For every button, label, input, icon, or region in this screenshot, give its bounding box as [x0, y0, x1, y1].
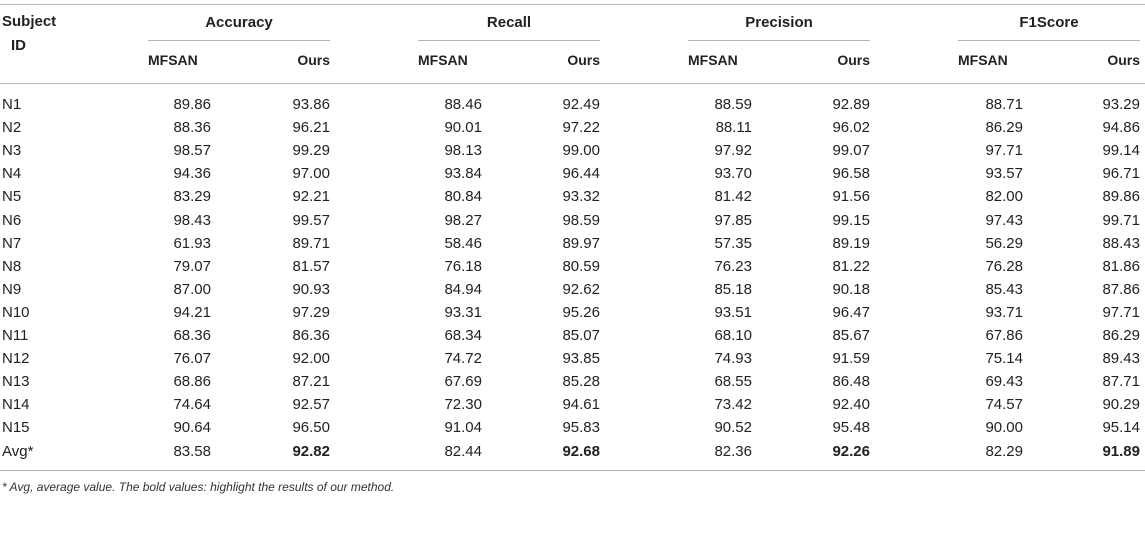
cell-ours: 96.44 — [562, 165, 600, 182]
cell-ours: 86.48 — [832, 373, 870, 390]
cell-ours: 89.97 — [562, 235, 600, 252]
cell-mfsan: 61.93 — [173, 235, 211, 252]
subheader-ours-1: Ours — [297, 52, 330, 68]
cell-mfsan: 87.00 — [173, 281, 211, 298]
cell-mfsan: 98.43 — [173, 212, 211, 229]
cell-mfsan: 93.71 — [985, 304, 1023, 321]
cell-mfsan: 98.13 — [444, 142, 482, 159]
cell-ours: 99.15 — [832, 212, 870, 229]
cell-ours: 91.56 — [832, 188, 870, 205]
cell-mfsan: 76.28 — [985, 258, 1023, 275]
row-id: N14 — [2, 396, 30, 413]
cell-mfsan: 97.43 — [985, 212, 1023, 229]
cell-ours: 92.26 — [832, 443, 870, 460]
cell-ours: 96.71 — [1102, 165, 1140, 182]
cell-ours: 88.43 — [1102, 235, 1140, 252]
cell-ours: 91.89 — [1102, 443, 1140, 460]
cell-ours: 99.07 — [832, 142, 870, 159]
cell-mfsan: 90.64 — [173, 419, 211, 436]
cell-ours: 92.68 — [562, 443, 600, 460]
cell-ours: 90.29 — [1102, 396, 1140, 413]
cell-ours: 99.00 — [562, 142, 600, 159]
cell-mfsan: 67.69 — [444, 373, 482, 390]
cell-mfsan: 74.57 — [985, 396, 1023, 413]
cell-ours: 92.57 — [292, 396, 330, 413]
cell-mfsan: 93.84 — [444, 165, 482, 182]
cell-ours: 92.89 — [832, 96, 870, 113]
cell-ours: 89.86 — [1102, 188, 1140, 205]
cell-ours: 95.83 — [562, 419, 600, 436]
cell-mfsan: 68.10 — [714, 327, 752, 344]
cell-mfsan: 88.59 — [714, 96, 752, 113]
cell-ours: 85.07 — [562, 327, 600, 344]
cell-mfsan: 56.29 — [985, 235, 1023, 252]
subject-header-line2: ID — [11, 37, 26, 54]
cell-ours: 87.71 — [1102, 373, 1140, 390]
cell-mfsan: 81.42 — [714, 188, 752, 205]
cell-ours: 92.82 — [292, 443, 330, 460]
cell-mfsan: 97.92 — [714, 142, 752, 159]
cell-mfsan: 82.44 — [444, 443, 482, 460]
cell-ours: 85.28 — [562, 373, 600, 390]
subheader-mfsan-2: MFSAN — [418, 52, 468, 68]
cell-mfsan: 58.46 — [444, 235, 482, 252]
cell-mfsan: 79.07 — [173, 258, 211, 275]
row-id: N1 — [2, 96, 22, 113]
cell-ours: 90.18 — [832, 281, 870, 298]
cell-mfsan: 89.86 — [173, 96, 211, 113]
cell-mfsan: 68.34 — [444, 327, 482, 344]
cell-ours: 97.71 — [1102, 304, 1140, 321]
cell-mfsan: 91.04 — [444, 419, 482, 436]
cell-mfsan: 90.00 — [985, 419, 1023, 436]
cell-ours: 93.29 — [1102, 96, 1140, 113]
row-id: N11 — [2, 327, 29, 344]
row-id: N4 — [2, 165, 22, 182]
row-id: Avg* — [2, 443, 34, 460]
cell-ours: 93.32 — [562, 188, 600, 205]
subheader-ours-4: Ours — [1107, 52, 1140, 68]
cell-ours: 81.86 — [1102, 258, 1140, 275]
cell-mfsan: 80.84 — [444, 188, 482, 205]
cell-ours: 99.57 — [292, 212, 330, 229]
cell-mfsan: 69.43 — [985, 373, 1023, 390]
cell-mfsan: 94.21 — [173, 304, 211, 321]
table-footnote: * Avg, average value. The bold values: highlight the results of our method. — [2, 480, 395, 494]
cell-mfsan: 97.71 — [985, 142, 1023, 159]
cell-mfsan: 84.94 — [444, 281, 482, 298]
subheader-mfsan-3: MFSAN — [688, 52, 738, 68]
row-id: N5 — [2, 188, 22, 205]
cell-mfsan: 68.55 — [714, 373, 752, 390]
cell-ours: 89.71 — [292, 235, 330, 252]
group-rule-2 — [418, 40, 600, 41]
cell-mfsan: 68.86 — [173, 373, 211, 390]
cell-mfsan: 76.07 — [173, 350, 211, 367]
cell-ours: 96.47 — [832, 304, 870, 321]
cell-ours: 86.36 — [292, 327, 330, 344]
group-header-precision: Precision — [745, 14, 813, 31]
cell-mfsan: 90.52 — [714, 419, 752, 436]
cell-ours: 96.02 — [832, 119, 870, 136]
cell-ours: 99.29 — [292, 142, 330, 159]
cell-mfsan: 82.36 — [714, 443, 752, 460]
cell-ours: 96.58 — [832, 165, 870, 182]
cell-ours: 96.50 — [292, 419, 330, 436]
cell-mfsan: 74.64 — [173, 396, 211, 413]
cell-ours: 92.40 — [832, 396, 870, 413]
cell-mfsan: 74.93 — [714, 350, 752, 367]
cell-mfsan: 88.11 — [715, 119, 752, 136]
cell-mfsan: 90.01 — [444, 119, 482, 136]
cell-ours: 87.86 — [1102, 281, 1140, 298]
cell-mfsan: 72.30 — [444, 396, 482, 413]
row-id: N6 — [2, 212, 22, 229]
row-id: N9 — [2, 281, 22, 298]
cell-mfsan: 98.27 — [444, 212, 482, 229]
cell-mfsan: 82.29 — [985, 443, 1023, 460]
row-id: N8 — [2, 258, 22, 275]
cell-mfsan: 97.85 — [714, 212, 752, 229]
cell-mfsan: 75.14 — [985, 350, 1023, 367]
row-id: N7 — [2, 235, 22, 252]
cell-mfsan: 68.36 — [173, 327, 211, 344]
cell-ours: 94.61 — [562, 396, 600, 413]
cell-mfsan: 73.42 — [714, 396, 752, 413]
cell-mfsan: 86.29 — [985, 119, 1023, 136]
subheader-ours-2: Ours — [567, 52, 600, 68]
row-id: N15 — [2, 419, 30, 436]
cell-ours: 99.14 — [1102, 142, 1140, 159]
cell-ours: 92.49 — [562, 96, 600, 113]
cell-ours: 91.59 — [832, 350, 870, 367]
group-rule-4 — [958, 40, 1140, 41]
cell-mfsan: 82.00 — [985, 188, 1023, 205]
row-id: N2 — [2, 119, 22, 136]
cell-mfsan: 57.35 — [714, 235, 752, 252]
cell-ours: 87.21 — [292, 373, 330, 390]
cell-ours: 97.22 — [562, 119, 600, 136]
cell-ours: 81.57 — [292, 258, 330, 275]
header-bottom-rule — [0, 83, 1145, 84]
cell-mfsan: 93.31 — [444, 304, 482, 321]
cell-ours: 81.22 — [832, 258, 870, 275]
cell-ours: 98.59 — [562, 212, 600, 229]
group-header-f1score: F1Score — [1019, 14, 1079, 31]
cell-ours: 93.85 — [562, 350, 600, 367]
cell-mfsan: 83.58 — [173, 443, 211, 460]
cell-ours: 95.26 — [562, 304, 600, 321]
table-top-rule — [0, 4, 1145, 5]
cell-mfsan: 93.57 — [985, 165, 1023, 182]
cell-mfsan: 88.71 — [985, 96, 1023, 113]
cell-ours: 85.67 — [832, 327, 870, 344]
cell-mfsan: 76.23 — [714, 258, 752, 275]
cell-mfsan: 76.18 — [444, 258, 482, 275]
cell-ours: 92.62 — [562, 281, 600, 298]
row-id: N12 — [2, 350, 30, 367]
cell-mfsan: 74.72 — [444, 350, 482, 367]
cell-ours: 90.93 — [292, 281, 330, 298]
group-rule-3 — [688, 40, 870, 41]
cell-ours: 93.86 — [292, 96, 330, 113]
cell-ours: 96.21 — [292, 119, 330, 136]
table-bottom-rule — [0, 470, 1145, 471]
cell-ours: 95.14 — [1102, 419, 1140, 436]
cell-mfsan: 93.51 — [714, 304, 752, 321]
cell-mfsan: 85.43 — [985, 281, 1023, 298]
cell-ours: 92.00 — [292, 350, 330, 367]
cell-ours: 97.29 — [292, 304, 330, 321]
cell-ours: 94.86 — [1102, 119, 1140, 136]
group-header-recall: Recall — [486, 14, 532, 31]
cell-mfsan: 67.86 — [985, 327, 1023, 344]
row-id: N3 — [2, 142, 22, 159]
row-id: N13 — [2, 373, 30, 390]
subheader-mfsan-4: MFSAN — [958, 52, 1008, 68]
row-id: N10 — [2, 304, 30, 321]
group-header-accuracy: Accuracy — [205, 14, 273, 31]
cell-mfsan: 88.46 — [444, 96, 482, 113]
group-rule-1 — [148, 40, 330, 41]
cell-ours: 95.48 — [832, 419, 870, 436]
subheader-ours-3: Ours — [837, 52, 870, 68]
cell-ours: 97.00 — [292, 165, 330, 182]
cell-ours: 99.71 — [1102, 212, 1140, 229]
cell-mfsan: 98.57 — [173, 142, 211, 159]
cell-ours: 80.59 — [562, 258, 600, 275]
cell-mfsan: 85.18 — [714, 281, 752, 298]
cell-mfsan: 93.70 — [714, 165, 752, 182]
subheader-mfsan-1: MFSAN — [148, 52, 198, 68]
cell-mfsan: 83.29 — [173, 188, 211, 205]
cell-mfsan: 88.36 — [173, 119, 211, 136]
cell-ours: 89.43 — [1102, 350, 1140, 367]
cell-mfsan: 94.36 — [173, 165, 211, 182]
cell-ours: 86.29 — [1102, 327, 1140, 344]
cell-ours: 92.21 — [292, 188, 330, 205]
subject-header-line1: Subject — [2, 13, 57, 30]
cell-ours: 89.19 — [832, 235, 870, 252]
